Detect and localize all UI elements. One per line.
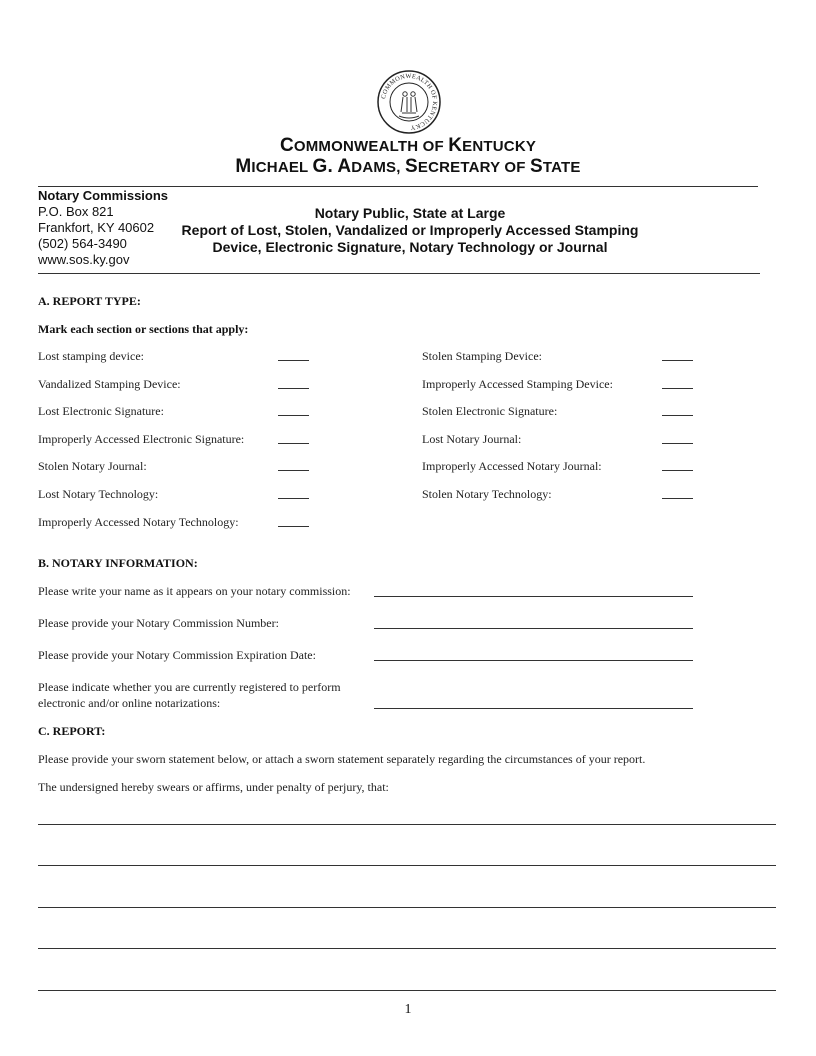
report-item-blank[interactable] xyxy=(278,526,309,527)
report-item-label: Lost Electronic Signature: xyxy=(38,404,164,418)
small-caps-rest: ENTUCKY xyxy=(462,138,537,155)
po-box: P.O. Box 821 xyxy=(38,204,114,219)
report-item-label: Improperly Accessed Stamping Device: xyxy=(422,377,613,391)
report-item-label: Lost Notary Journal: xyxy=(422,432,522,446)
small-caps-rest: OMMONWEALTH OF xyxy=(293,138,449,155)
form-title-line-3: Device, Electronic Signature, Notary Technology or Journal xyxy=(212,239,608,255)
report-item-blank[interactable] xyxy=(278,360,309,361)
report-item-blank[interactable] xyxy=(662,443,693,444)
report-item-blank[interactable] xyxy=(278,443,309,444)
report-item-blank[interactable] xyxy=(662,360,693,361)
seal-text: COMMONWEALTH OF KENTUCKY xyxy=(380,72,439,132)
report-item-label: Lost stamping device: xyxy=(38,349,144,363)
commission-number-label: Please provide your Notary Commission Number: xyxy=(38,616,279,630)
contact-block xyxy=(38,188,168,268)
electronic-label-line-1: Please indicate whether you are currently registered to perform xyxy=(38,680,341,694)
section-b-heading: B. NOTARY INFORMATION: xyxy=(38,556,198,570)
form-title xyxy=(150,205,670,256)
report-item-blank[interactable] xyxy=(662,470,693,471)
electronic-registration-field[interactable] xyxy=(374,708,693,709)
notary-name-field[interactable] xyxy=(374,596,693,597)
small-caps-rest: ECRETARY OF xyxy=(417,159,531,176)
expiration-date-field[interactable] xyxy=(374,660,693,661)
report-item-label: Improperly Accessed Notary Technology: xyxy=(38,515,239,529)
form-title-line-2: Report of Lost, Stolen, Vandalized or Improperly Accessed Stamping xyxy=(181,222,639,238)
statement-line[interactable] xyxy=(38,907,776,908)
header-divider-bottom xyxy=(38,273,760,274)
small-caps-initial: K xyxy=(448,135,463,156)
header-divider-top xyxy=(38,186,758,187)
small-caps-initial: M xyxy=(235,156,252,177)
expiration-date-label: Please provide your Notary Commission Expiration Date: xyxy=(38,648,316,662)
oath-statement: The undersigned hereby swears or affirms, under penalty of perjury, that: xyxy=(38,780,389,794)
report-item-blank[interactable] xyxy=(278,388,309,389)
report-item-blank[interactable] xyxy=(662,388,693,389)
header-secretary xyxy=(0,156,816,178)
small-caps-rest: TATE xyxy=(542,159,581,176)
report-item-blank[interactable] xyxy=(278,415,309,416)
commonwealth-seal xyxy=(377,70,441,134)
report-item-label: Stolen Stamping Device: xyxy=(422,349,542,363)
report-item-blank[interactable] xyxy=(662,498,693,499)
report-item-label: Improperly Accessed Notary Journal: xyxy=(422,459,602,473)
small-caps-initial: S xyxy=(405,156,418,177)
report-item-label: Stolen Notary Technology: xyxy=(422,487,552,501)
report-item-label: Stolen Notary Journal: xyxy=(38,459,147,473)
report-item-blank[interactable] xyxy=(278,498,309,499)
electronic-registration-label xyxy=(38,679,341,711)
report-item-blank[interactable] xyxy=(278,470,309,471)
electronic-label-line-2: electronic and/or online notarizations: xyxy=(38,696,221,710)
form-title-line-1: Notary Public, State at Large xyxy=(314,205,506,221)
statement-line[interactable] xyxy=(38,865,776,866)
report-item-label: Stolen Electronic Signature: xyxy=(422,404,558,418)
small-caps-rest: ICHAEL xyxy=(251,159,313,176)
small-caps-initial: A xyxy=(337,156,352,177)
section-a-heading: A. REPORT TYPE: xyxy=(38,294,141,308)
report-item-blank[interactable] xyxy=(662,415,693,416)
report-item-label: Lost Notary Technology: xyxy=(38,487,159,501)
report-item-label: Vandalized Stamping Device: xyxy=(38,377,181,391)
phone-number: (502) 564-3490 xyxy=(38,236,127,251)
svg-text:COMMONWEALTH OF KENTUCKY xyxy=(380,73,438,131)
page-number: 1 xyxy=(404,1002,412,1017)
small-caps-initial: C xyxy=(279,135,294,156)
website: www.sos.ky.gov xyxy=(38,252,130,267)
commission-number-field[interactable] xyxy=(374,628,693,629)
office-name: Notary Commissions xyxy=(38,188,169,203)
statement-line[interactable] xyxy=(38,948,776,949)
city-zip: Frankfort, KY 40602 xyxy=(38,220,155,235)
header-commonwealth xyxy=(0,135,816,157)
small-caps-rest: DAMS, xyxy=(351,159,405,176)
statement-line[interactable] xyxy=(38,824,776,825)
small-caps-initial: G. xyxy=(312,156,333,177)
statement-line[interactable] xyxy=(38,990,776,991)
section-c-heading: C. REPORT: xyxy=(38,724,106,738)
section-a-instruction: Mark each section or sections that apply: xyxy=(38,322,249,336)
sworn-statement-instruction: Please provide your sworn statement below, or attach a sworn statement separately regarding the circumstances of your report. xyxy=(38,752,646,766)
report-item-label: Improperly Accessed Electronic Signature: xyxy=(38,432,245,446)
notary-name-label: Please write your name as it appears on your notary commission: xyxy=(38,584,351,598)
small-caps-initial: S xyxy=(530,156,543,177)
